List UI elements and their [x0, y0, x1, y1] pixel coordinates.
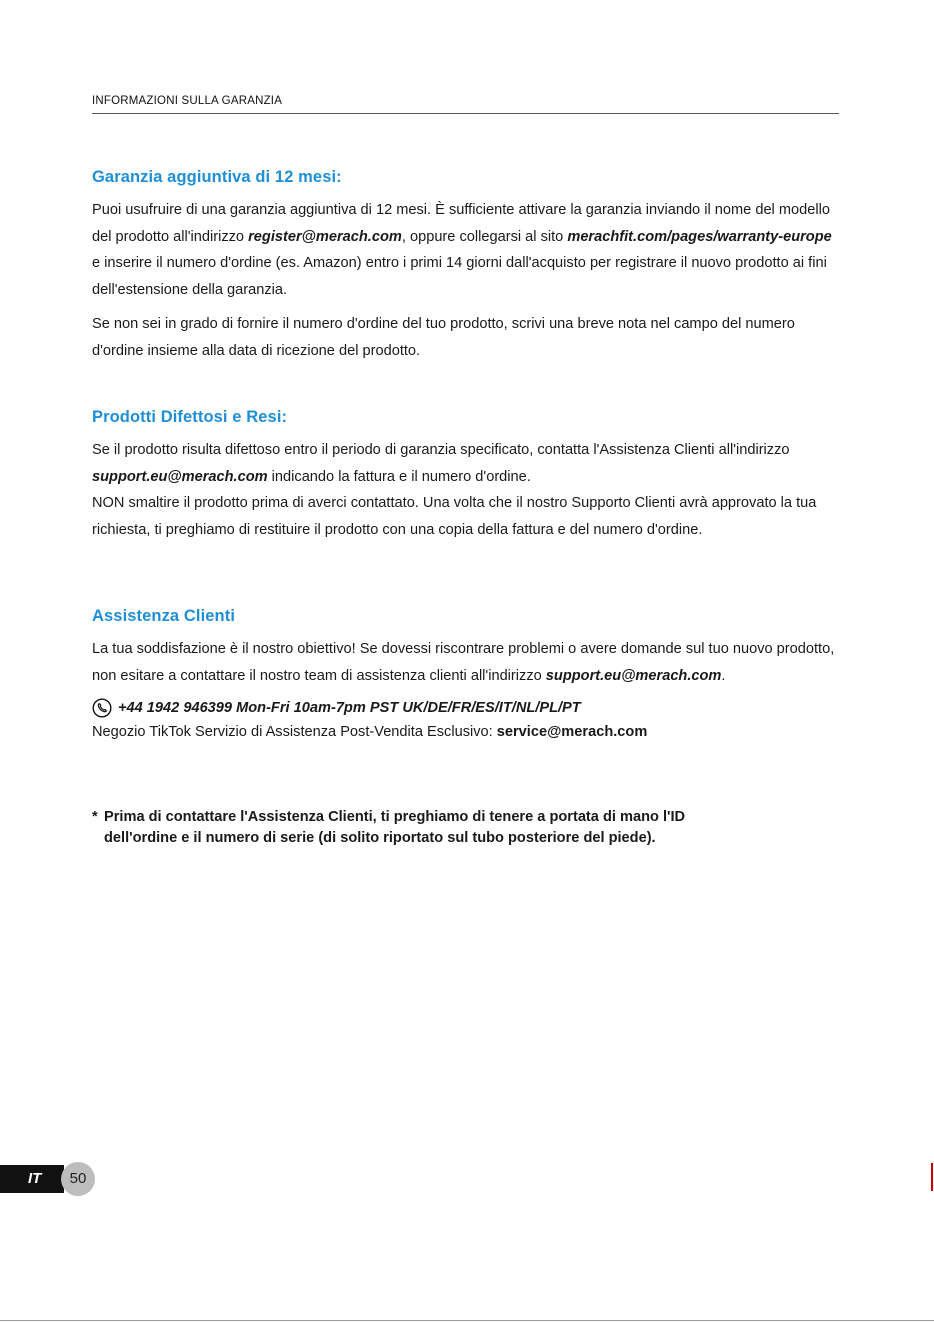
register-email-link[interactable]: register@merach.com	[248, 228, 402, 245]
warranty-section	[92, 168, 862, 364]
bottom-rule	[0, 1320, 934, 1321]
warranty-url-link[interactable]: merachfit.com/pages/warranty-europe	[567, 228, 832, 245]
service-email-link[interactable]: service@merach.com	[496, 724, 648, 740]
warranty-paragraph-2: Se non sei in grado di fornire il numero d'ordine del tuo prodotto, scrivi una breve nota nel campo del numero d'ordine insieme alla data di ricezione del prodotto.	[92, 316, 795, 359]
note-line-2: dell'ordine e il numero di serie (di solito riportato sul tubo posteriore del piede).	[104, 830, 656, 846]
language-tab: IT	[0, 1165, 64, 1193]
header-rule	[92, 113, 839, 114]
phone-row	[92, 695, 862, 721]
defective-paragraph	[92, 437, 832, 543]
support-heading: Assistenza Clienti	[92, 607, 236, 625]
defective-section	[92, 408, 862, 543]
running-header: INFORMAZIONI SULLA GARANZIA	[92, 95, 283, 107]
phone-icon	[92, 698, 112, 718]
note-asterisk: *	[92, 809, 98, 825]
page-number: 50	[61, 1162, 95, 1196]
note-line-1: Prima di contattare l'Assistenza Clienti, ti preghiamo di tenere a portata di mano l'ID	[104, 809, 686, 825]
support-text-b: .	[721, 667, 726, 684]
defective-text-b: indicando la fattura e il numero d'ordine.	[267, 468, 531, 485]
support-text-a: La tua soddisfazione è il nostro obiettivo! Se dovessi riscontrare problemi o avere domande sul tuo nuovo prodotto, non esitare a contattare il nostro team di assistenza clienti all'indirizzo	[92, 641, 835, 684]
edge-mark	[931, 1163, 933, 1191]
warranty-text-b: , oppure collegarsi al sito	[401, 228, 568, 245]
defective-text-c: NON smaltire il prodotto prima di averci contattato. Una volta che il nostro Supporto Clienti avrà approvato la tua richiesta, ti preghiamo di restituire il prodotto con una copia della fattura e del numero d'ordine.	[92, 495, 817, 538]
support-email-link[interactable]: support.eu@merach.com	[92, 468, 268, 485]
tiktok-label: Negozio TikTok Servizio di Assistenza Post-Vendita Esclusivo:	[92, 724, 497, 740]
note	[92, 807, 852, 849]
support-email-link-2[interactable]: support.eu@merach.com	[545, 667, 722, 684]
support-paragraph	[92, 636, 857, 689]
support-section	[92, 607, 862, 743]
warranty-heading: Garanzia aggiuntiva di 12 mesi:	[92, 168, 342, 186]
defective-heading: Prodotti Difettosi e Resi:	[92, 408, 288, 426]
phone-number[interactable]: +44 1942 946399 Mon-Fri 10am-7pm PST UK/DE/FR/ES/IT/NL/PL/PT	[118, 700, 581, 716]
defective-text-a: Se il prodotto risulta difettoso entro il periodo di garanzia specificato, contatta l'Assistenza Clienti all'indirizzo	[92, 442, 790, 458]
warranty-paragraph-1	[92, 197, 842, 303]
tiktok-line	[92, 721, 862, 743]
warranty-text-a: Puoi usufruire di una garanzia aggiuntiva di 12 mesi. È sufficiente attivare la garanzia inviando il nome del modello del prodotto all'indirizzo	[92, 202, 830, 245]
warranty-text-c: e inserire il numero d'ordine (es. Amazon) entro i primi 14 giorni dall'acquisto per registrare il nuovo prodotto ai fini dell'estensione della garanzia.	[92, 255, 827, 298]
